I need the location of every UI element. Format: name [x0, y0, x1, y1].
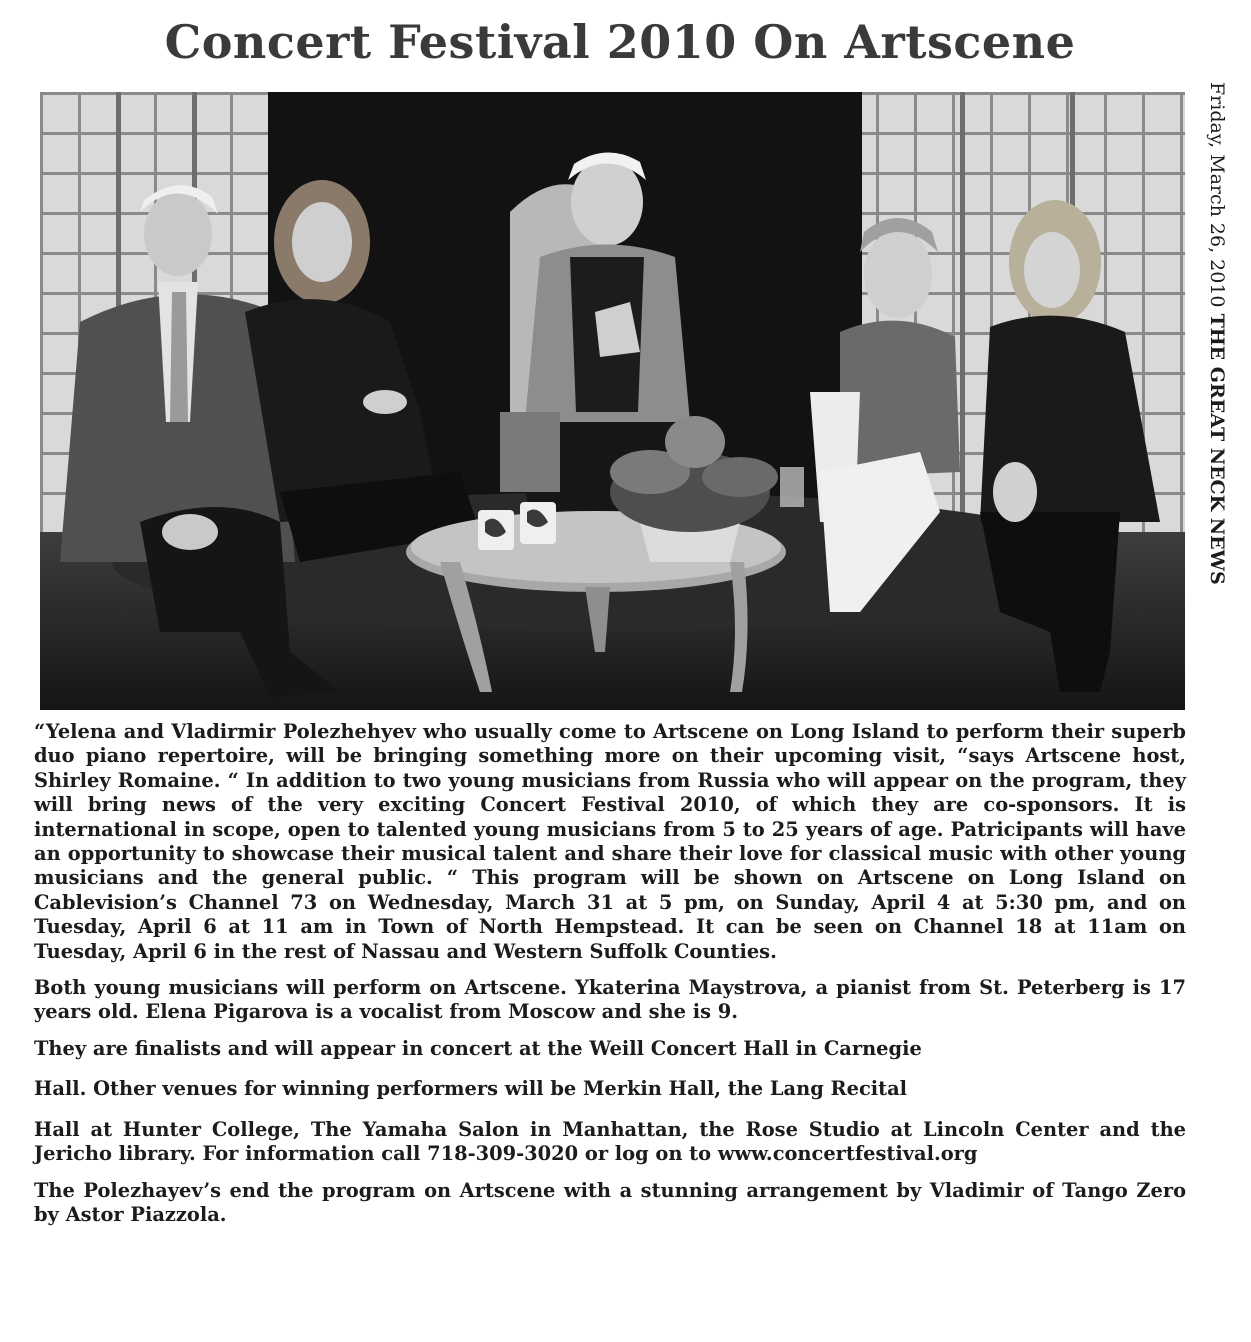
article-paragraph: Both young musicians will perform on Artscene. Ykaterina Maystrova, a pianist from St. Peterberg is 17 years old. Elena Pigarova is a vocalist from Moscow and she is 9.: [34, 976, 1186, 1024]
water-glass: [780, 467, 804, 507]
article-paragraph: Hall at Hunter College, The Yamaha Salon in Manhattan, the Rose Studio at Lincoln Center and the Jericho library. For information call 718-309-3020 or log on to www.concertfestival.org: [34, 1117, 1186, 1166]
article-paragraph: “Yelena and Vladirmir Polezhehyev who usually come to Artscene on Long Island to perform their superb duo piano repertoire, will be bringing something more on their upcoming visit, “says Artscene host, Shirley Romaine. “ In addition to two young musicians from Russia who will appear on the program, they will bring news of the very exciting Concert Festival 2010, of which they are co-sponsors. It is international in scope, open to talented young musicians from 5 to 25 years of age. Patricipants will have an opportunity to showcase their musical talent and share their love for classical music with other young musicians and the general public. “ This program will be shown on Artscene on Long Island on Cablevision’s Channel 73 on Wednesday, March 31 at 5 pm, on Sunday, April 4 at 5:30 pm, and on Tuesday, April 6 at 11 am in Town of North Hempstead. It can be seen on Channel 18 at 11am on Tuesday, April 6 in the rest of Nassau and Western Suffolk Counties.: [34, 720, 1186, 963]
article-paragraph: They are finalists and will appear in concert at the Weill Concert Hall in Carnegie: [34, 1036, 922, 1060]
headline: Concert Festival 2010 On Artscene: [164, 15, 1076, 69]
group-photo: [40, 92, 1185, 710]
publication-dateline: [1192, 82, 1242, 712]
article-paragraph: The Polezhayev’s end the program on Artscene with a stunning arrangement by Vladimir of Tango Zero by Astor Piazzola.: [34, 1178, 1186, 1226]
dateline-publication: THE GREAT NECK NEWS: [1206, 313, 1228, 585]
dateline-date: Friday, March 26, 2010: [1206, 82, 1228, 308]
group-photo-icon: [40, 92, 1185, 710]
article-body: [34, 720, 1186, 1239]
article-paragraph: Hall. Other venues for winning performers will be Merkin Hall, the Lang Recital: [34, 1077, 908, 1101]
